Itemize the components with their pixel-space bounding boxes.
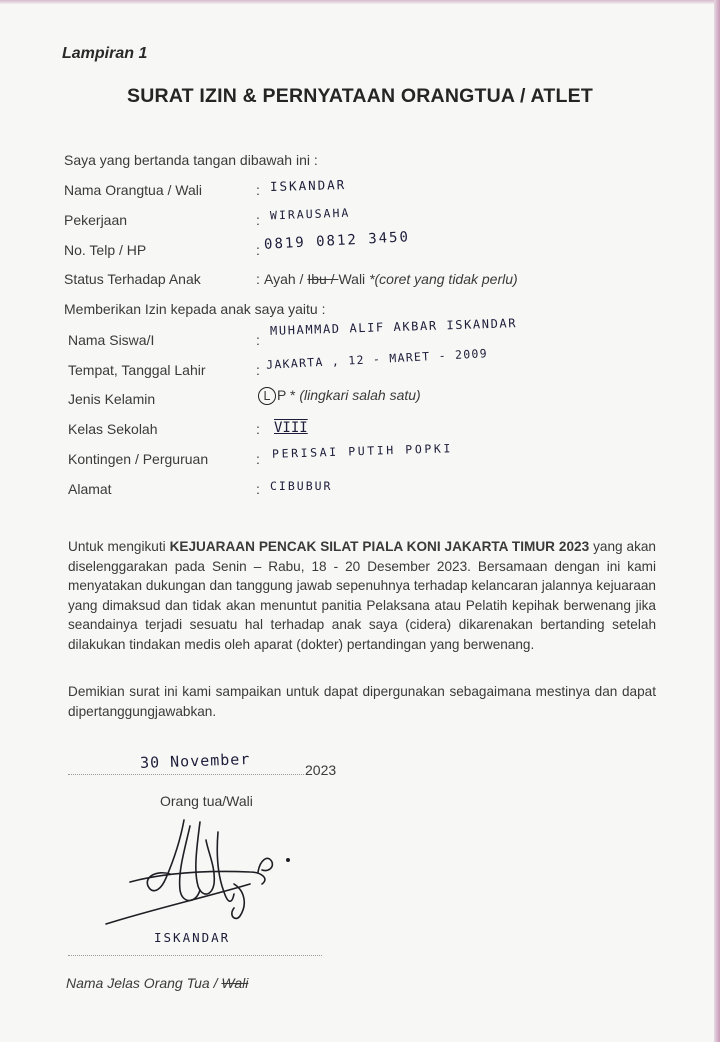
student-gender-value <box>258 387 421 405</box>
student-name-value: MUHAMMAD ALIF AKBAR ISKANDAR <box>269 316 518 338</box>
colon: : <box>256 451 260 467</box>
attachment-label: Lampiran 1 <box>62 45 148 62</box>
event-name: KEJUARAAN PENCAK SILAT PIALA KONI JAKARTA TIMUR 2023 <box>169 539 590 554</box>
colon: : <box>256 212 260 228</box>
date-dotted-line <box>68 774 304 775</box>
student-class-label: Kelas Sekolah <box>68 421 158 437</box>
student-contingent-value: PERISAI PUTIH POPKI <box>271 441 454 461</box>
student-birth-value: JAKARTA , 12 - MARET - 2009 <box>265 346 489 372</box>
colon: : <box>256 332 260 348</box>
para1-rest: yang akan diselenggarakan pada Senin – Rabu, 18 - 20 Desember 2023. Bersamaan dengan ini kami menyatakan dukungan dan tanggung jawab sepenuhnya terhadap kelancaran jalannya kejuaraan yang dimaksud dan tidak akan menuntut panitia Pelaksana atau Pelatih kepihak berwenang jika seandainya terjadi sesuatu hal terhadap anak saya (cidera) dikarenakan bertanding setelah dilakukan tindakan medis oleh aparat (dokter) pertandingan yang berwenang. <box>68 539 656 652</box>
student-gender-label: Jenis Kelamin <box>68 391 156 407</box>
parent-status-value <box>264 271 518 287</box>
colon: : <box>256 242 260 258</box>
statement-paragraph <box>68 537 656 655</box>
footer-name-label <box>66 975 248 991</box>
gender-l-circled: L <box>258 387 276 405</box>
student-birth-label: Tempat, Tanggal Lahir <box>68 362 206 378</box>
name-dotted-line <box>68 955 322 956</box>
signature-name: ISKANDAR <box>154 930 231 945</box>
status-note: *(coret yang tidak perlu) <box>369 271 518 287</box>
status-ibu-struck: Ibu / <box>307 271 339 287</box>
parent-job-label: Pekerjaan <box>64 212 128 228</box>
student-contingent-label: Kontingen / Perguruan <box>68 451 209 467</box>
student-address-label: Alamat <box>68 481 112 497</box>
page-right-edge <box>714 0 720 1042</box>
colon: : <box>256 481 260 497</box>
footer-label: Nama Jelas Orang Tua / <box>66 975 222 991</box>
colon: : <box>256 182 260 198</box>
student-name-label: Nama Siswa/I <box>68 332 155 348</box>
parent-name-value: ISKANDAR <box>269 177 347 194</box>
parent-job-value: WIRAUSAHA <box>269 205 351 223</box>
gender-note: (lingkari salah satu) <box>299 387 421 403</box>
status-ayah: Ayah / <box>264 271 308 287</box>
parent-phone-label: No. Telp / HP <box>64 242 147 258</box>
parent-name-label: Nama Orangtua / Wali <box>64 182 202 198</box>
date-handwritten: 30 November <box>139 750 251 772</box>
status-wali: Wali <box>338 271 366 287</box>
footer-wali-struck: Wali <box>221 975 249 991</box>
permission-intro: Memberikan Izin kepada anak saya yaitu : <box>64 301 326 317</box>
colon: : <box>256 271 260 287</box>
student-address-value: CIBUBUR <box>270 479 333 493</box>
student-class-value: VIII <box>274 420 308 436</box>
signature-drawing <box>100 812 320 940</box>
document-title: SURAT IZIN & PERNYATAAN ORANGTUA / ATLET <box>127 85 593 107</box>
colon: : <box>256 362 260 378</box>
parent-status-label: Status Terhadap Anak <box>64 271 201 287</box>
parent-phone-value: 0819 0812 3450 <box>263 229 411 253</box>
colon: : <box>256 421 260 437</box>
closing-paragraph: Demikian surat ini kami sampaikan untuk dapat dipergunakan sebagaimana mestinya dan dapat dipertanggungjawabkan. <box>68 684 656 719</box>
page-top-edge <box>0 0 720 4</box>
para1-pre: Untuk mengikuti <box>68 539 170 554</box>
signer-role: Orang tua/Wali <box>160 793 253 809</box>
date-year: 2023 <box>305 762 337 778</box>
intro-text: Saya yang bertanda tangan dibawah ini : <box>64 152 318 168</box>
gender-p: P * <box>277 387 296 403</box>
